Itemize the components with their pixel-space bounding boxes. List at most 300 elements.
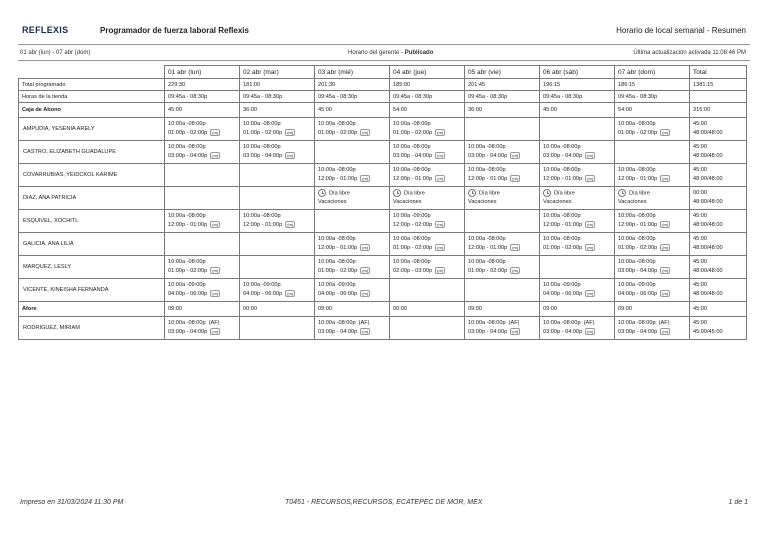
meal-tag: (m) <box>362 245 369 251</box>
meal-break-line <box>318 267 386 276</box>
printed-date: Impreso en 31/03/2024 11:30 PM <box>20 499 124 506</box>
shift-cell[interactable] <box>315 210 390 233</box>
shift-cell[interactable] <box>165 118 240 141</box>
day-header: 06 abr (sáb) <box>540 66 615 79</box>
group-row <box>19 103 747 118</box>
shift-cell[interactable] <box>390 279 465 302</box>
meal-tag: (m) <box>587 153 594 159</box>
shift-cell[interactable] <box>615 256 690 279</box>
group-name: Afore <box>19 302 165 317</box>
header-divider <box>18 44 750 45</box>
employee-name[interactable]: ESQUIVEL, XOCHITL <box>19 210 165 233</box>
summary-value: 09:45a - 08:30p <box>615 91 690 103</box>
meal-break: 03:00p - 04:00p <box>318 329 358 335</box>
meal-break: 03:00p - 04:00p <box>543 329 583 335</box>
meal-tag: (m) <box>512 329 519 335</box>
leave-type: Vacaciones <box>543 199 572 206</box>
leave-type: Vacaciones <box>393 199 422 206</box>
meal-tag: (m) <box>287 222 294 228</box>
summary-value: 181:00 <box>240 79 315 91</box>
shift-cell[interactable] <box>540 317 615 340</box>
hours-range: 48:00/48:00 <box>693 176 723 182</box>
meal-tag: (m) <box>212 130 219 136</box>
shift-time-line <box>618 258 686 267</box>
shift-time-line <box>393 212 461 221</box>
employee-name[interactable]: DIAZ, ANA PATRICIA <box>19 187 165 210</box>
hours-range: 48:00/48:00 <box>693 222 723 228</box>
leave-type: Vacaciones <box>318 199 347 206</box>
meal-tag: (m) <box>212 291 219 297</box>
hours-range: 48:00/48:00 <box>693 291 723 297</box>
day-header: 04 abr (jue) <box>390 66 465 79</box>
meal-tag: (m) <box>362 268 369 274</box>
meal-break-line <box>168 267 236 276</box>
shift-cell[interactable] <box>615 210 690 233</box>
shift-time: 10:00a -08:00p <box>318 121 356 127</box>
shift-cell[interactable] <box>540 164 615 187</box>
meal-break: 03:00p - 04:00p <box>468 153 508 159</box>
group-total: 09:00 <box>615 302 690 317</box>
employee-name[interactable]: MARQUEZ, LESLY <box>19 256 165 279</box>
day-header: 02 abr (mar) <box>240 66 315 79</box>
shift-time: 10:00a -08:00p <box>168 320 206 326</box>
shift-time: 10:00a -08:00p <box>543 213 581 219</box>
meal-tag: (m) <box>662 176 669 182</box>
shift-cell[interactable] <box>540 233 615 256</box>
shift-cell[interactable] <box>165 279 240 302</box>
group-total: 45:00 <box>690 302 747 317</box>
meal-break: 12:00p - 01:00p <box>543 222 583 228</box>
shift-time-line <box>168 212 236 221</box>
shift-time-line <box>243 281 311 290</box>
shift-time-line <box>543 319 611 328</box>
employee-name[interactable]: RODRIGUEZ, MIRIAM <box>19 317 165 340</box>
summary-value: 201:45 <box>465 79 540 91</box>
employee-row[interactable] <box>19 210 747 233</box>
hours-total: 45:00 <box>693 282 707 288</box>
employee-row[interactable] <box>19 256 747 279</box>
meal-tag: (m) <box>662 268 669 274</box>
meal-break: 01:00p - 02:00p <box>543 245 583 251</box>
shift-time: 10:00a -08:00p <box>168 144 206 150</box>
summary-row <box>19 79 747 91</box>
meal-break: 12:00p - 01:00p <box>318 245 358 251</box>
meal-break: 01:00p - 02:00p <box>393 130 433 136</box>
shift-time-line <box>318 120 386 129</box>
shift-cell[interactable] <box>165 210 240 233</box>
shift-cell[interactable] <box>540 256 615 279</box>
shift-cell[interactable] <box>615 233 690 256</box>
day-off-label: Día libre <box>629 190 650 197</box>
employee-total <box>690 141 747 164</box>
shift-cell[interactable] <box>465 141 540 164</box>
shift-time: 10:00a -08:00p <box>468 144 506 150</box>
shift-cell[interactable] <box>240 141 315 164</box>
day-off-label: Día libre <box>329 190 350 197</box>
summary-value: 185:00 <box>390 79 465 91</box>
meal-break-line <box>168 152 236 161</box>
hours-total: 45:00 <box>693 121 707 127</box>
shift-time-line <box>168 143 236 152</box>
shift-cell[interactable] <box>615 164 690 187</box>
meal-break: 04:00p - 06:00p <box>243 291 283 297</box>
summary-value: 1381:15 <box>690 79 747 91</box>
meal-break: 12:00p - 02:00p <box>393 222 433 228</box>
summary-value: 229:30 <box>165 79 240 91</box>
employee-total <box>690 118 747 141</box>
meal-break: 04:00p - 06:00p <box>543 291 583 297</box>
shift-cell[interactable] <box>390 118 465 141</box>
shift-cell[interactable] <box>240 164 315 187</box>
meal-break-line <box>393 129 461 138</box>
meal-tag: (m) <box>587 329 594 335</box>
shift-cell[interactable] <box>240 256 315 279</box>
shift-cell[interactable] <box>540 141 615 164</box>
meal-break: 01:00p - 02:00p <box>168 268 208 274</box>
shift-cell[interactable] <box>390 233 465 256</box>
meal-tag: (m) <box>287 130 294 136</box>
meal-break-line <box>318 290 386 299</box>
meal-break: 01:00p - 02:00p <box>618 245 658 251</box>
shift-cell[interactable] <box>315 279 390 302</box>
shift-time-line <box>243 120 311 129</box>
shift-cell[interactable] <box>540 279 615 302</box>
meal-break-line <box>468 328 536 337</box>
meal-tag: (m) <box>662 329 669 335</box>
manager-status: Publicado <box>404 50 434 56</box>
shift-time-line <box>393 258 461 267</box>
shift-cell[interactable] <box>315 164 390 187</box>
shift-cell[interactable] <box>165 164 240 187</box>
meal-break: 03:00p - 04:00p <box>618 329 658 335</box>
shift-time: 10:00a -08:00p <box>618 236 656 242</box>
summary-value: 09:45a - 08:30p <box>315 91 390 103</box>
meal-break: 01:00p - 02:00p <box>243 130 283 136</box>
shift-time: 10:00a -08:00p <box>543 167 581 173</box>
employee-row[interactable] <box>19 187 747 210</box>
shift-time-line <box>468 258 536 267</box>
shift-cell[interactable] <box>465 317 540 340</box>
shift-cell[interactable] <box>540 118 615 141</box>
shift-cell[interactable] <box>315 317 390 340</box>
meal-break-line <box>618 244 686 253</box>
group-total: 45:00 <box>540 103 615 118</box>
meal-tag: (m) <box>212 329 219 335</box>
shift-cell[interactable] <box>315 256 390 279</box>
manager-label: Horario del gerente - <box>348 50 404 56</box>
shift-time-line <box>468 143 536 152</box>
summary-value: 09:45a - 08:30p <box>240 91 315 103</box>
hours-total: 45:00 <box>693 167 707 173</box>
clock-icon <box>393 189 401 197</box>
shift-time: 10:00a -08:00p <box>468 320 506 326</box>
shift-time: 10:00a -09:00p <box>618 282 656 288</box>
employee-row[interactable] <box>19 164 747 187</box>
date-range: 01 abr (lun) - 07 abr (dom) <box>20 50 91 56</box>
hours-range: 45:00/45:00 <box>693 329 723 335</box>
employee-row[interactable] <box>19 233 747 256</box>
shift-cell[interactable] <box>540 187 615 210</box>
leave-type: Vacaciones <box>468 199 497 206</box>
shift-time: 10:00a -08:00p <box>168 259 206 265</box>
shift-cell[interactable] <box>465 164 540 187</box>
shift-cell[interactable] <box>315 118 390 141</box>
shift-time: 10:00a -09:00p <box>243 282 281 288</box>
shift-time: 10:00a -08:00p <box>618 259 656 265</box>
column-header-row <box>19 66 747 79</box>
shift-cell[interactable] <box>390 317 465 340</box>
shift-cell[interactable] <box>615 141 690 164</box>
clock-icon <box>318 189 326 197</box>
afore-tag: (AF) <box>508 320 520 326</box>
shift-cell[interactable] <box>315 233 390 256</box>
group-total: 09:00 <box>465 302 540 317</box>
meal-break-line <box>318 244 386 253</box>
summary-value: 186:15 <box>615 79 690 91</box>
day-off-line <box>543 189 611 198</box>
shift-time-line <box>543 235 611 244</box>
meal-break: 01:00p - 02:00p <box>318 130 358 136</box>
meal-break: 04:00p - 06:00p <box>168 291 208 297</box>
employee-total <box>690 279 747 302</box>
shift-cell[interactable] <box>615 118 690 141</box>
meal-break: 12:00p - 01:00p <box>543 176 583 182</box>
meal-tag: (m) <box>512 176 519 182</box>
shift-time: 10:00a -08:00p <box>318 320 356 326</box>
shift-cell[interactable] <box>240 187 315 210</box>
meal-tag: (m) <box>437 268 444 274</box>
employee-total <box>690 233 747 256</box>
day-header: 01 abr (lun) <box>165 66 240 79</box>
employee-row[interactable] <box>19 279 747 302</box>
shift-time-line <box>468 319 536 328</box>
shift-cell[interactable] <box>315 187 390 210</box>
employee-total <box>690 256 747 279</box>
shift-cell[interactable] <box>165 317 240 340</box>
meal-break: 12:00p - 01:00p <box>468 176 508 182</box>
shift-time: 10:00a -08:00p <box>618 167 656 173</box>
shift-time: 10:00a -08:00p <box>168 213 206 219</box>
shift-cell[interactable] <box>615 187 690 210</box>
meal-break-line <box>543 152 611 161</box>
day-header: 05 abr (vie) <box>465 66 540 79</box>
employee-name[interactable]: VICENTE, KINEISHA FERNANDA <box>19 279 165 302</box>
shift-time-line <box>318 235 386 244</box>
hours-range: 48:00/48:00 <box>693 245 723 251</box>
meal-break: 01:00p - 02:00p <box>618 130 658 136</box>
clock-icon <box>618 189 626 197</box>
meal-break-line <box>393 221 461 230</box>
summary-value: 09:45a - 08:30p <box>390 91 465 103</box>
shift-time-line <box>318 166 386 175</box>
meal-break: 01:00p - 02:00p <box>393 245 433 251</box>
shift-cell[interactable] <box>615 279 690 302</box>
shift-time: 10:00a -09:00p <box>168 282 206 288</box>
hours-total: 00:00 <box>693 190 707 196</box>
afore-tag: (AF) <box>358 320 370 326</box>
group-total: 00:00 <box>390 302 465 317</box>
shift-cell[interactable] <box>165 187 240 210</box>
shift-time: 10:00a -08:00p <box>393 121 431 127</box>
shift-cell[interactable] <box>615 317 690 340</box>
shift-time-line <box>243 143 311 152</box>
employee-name[interactable]: AMPUDIA, YESENIA ARELY <box>19 118 165 141</box>
leave-type: Vacaciones <box>618 199 647 206</box>
meal-break: 02:00p - 03:00p <box>393 268 433 274</box>
meal-break-line <box>243 152 311 161</box>
meal-break-line <box>468 152 536 161</box>
group-total: 315:00 <box>690 103 747 118</box>
meal-break-line <box>543 175 611 184</box>
shift-cell[interactable] <box>465 279 540 302</box>
shift-cell[interactable] <box>465 187 540 210</box>
shift-time-line <box>543 143 611 152</box>
day-header: 07 abr (dom) <box>615 66 690 79</box>
group-total: 45:00 <box>165 103 240 118</box>
hours-range: 48:00/48:00 <box>693 153 723 159</box>
summary-value: 09:45a - 08:30p <box>165 91 240 103</box>
shift-cell[interactable] <box>465 256 540 279</box>
meal-tag: (m) <box>212 268 219 274</box>
shift-time: 10:00a -08:00p <box>318 259 356 265</box>
employee-name[interactable]: COVARRUBIAS, YEIDCKOL KARIME <box>19 164 165 187</box>
employee-name[interactable]: CASTRO, ELIZABETH GUADALUPE <box>19 141 165 164</box>
employee-row[interactable] <box>19 141 747 164</box>
shift-time: 10:00a -08:00p <box>243 213 281 219</box>
hours-range: 48:00/48:00 <box>693 130 723 136</box>
meal-break-line <box>543 290 611 299</box>
shift-time-line <box>393 235 461 244</box>
clock-icon <box>468 189 476 197</box>
shift-time-line <box>393 143 461 152</box>
meal-tag: (m) <box>287 153 294 159</box>
shift-cell[interactable] <box>390 256 465 279</box>
meal-tag: (m) <box>512 153 519 159</box>
shift-cell[interactable] <box>390 141 465 164</box>
shift-time-line <box>243 212 311 221</box>
meal-break-line <box>468 175 536 184</box>
meal-break-line <box>168 129 236 138</box>
meal-break: 12:00p - 01:00p <box>318 176 358 182</box>
summary-value: 201:30 <box>315 79 390 91</box>
shift-time: 10:00a -08:00p <box>468 236 506 242</box>
app-title: Programador de fuerza laboral Reflexis <box>100 26 249 35</box>
meal-tag: (m) <box>662 291 669 297</box>
day-off-label: Día libre <box>479 190 500 197</box>
meal-break-line <box>618 129 686 138</box>
shift-cell[interactable] <box>315 141 390 164</box>
shift-time: 10:00a -09:00p <box>543 282 581 288</box>
afore-tag: (AF) <box>583 320 595 326</box>
meal-break-line <box>393 152 461 161</box>
meal-break-line <box>618 175 686 184</box>
shift-cell[interactable] <box>240 233 315 256</box>
summary-row <box>19 91 747 103</box>
group-total: 00:00 <box>240 302 315 317</box>
meal-break: 12:00p - 01:00p <box>393 176 433 182</box>
reflexis-logo: REFLEXIS <box>22 25 69 35</box>
meal-break-line <box>393 175 461 184</box>
shift-cell[interactable] <box>540 210 615 233</box>
shift-time-line <box>543 166 611 175</box>
shift-cell[interactable] <box>465 233 540 256</box>
shift-time: 10:00a -08:00p <box>618 213 656 219</box>
shift-time: 10:00a -08:00p <box>168 121 206 127</box>
meal-break: 03:00p - 04:00p <box>468 329 508 335</box>
meal-break: 03:00p - 04:00p <box>243 153 283 159</box>
shift-cell[interactable] <box>240 317 315 340</box>
meal-break-line <box>168 290 236 299</box>
shift-cell[interactable] <box>465 118 540 141</box>
shift-cell[interactable] <box>240 279 315 302</box>
shift-cell[interactable] <box>390 164 465 187</box>
day-off-label: Día libre <box>554 190 575 197</box>
shift-time-line <box>318 319 386 328</box>
group-total: 09:00 <box>165 302 240 317</box>
shift-time: 10:00a -08:00p <box>543 320 581 326</box>
meal-break: 03:00p - 04:00p <box>168 329 208 335</box>
day-off-label: Día libre <box>404 190 425 197</box>
shift-time: 10:00a -08:00p <box>543 236 581 242</box>
shift-time: 10:00a -08:00p <box>318 236 356 242</box>
shift-time: 10:00a -08:00p <box>468 167 506 173</box>
employee-name[interactable]: GALICIA, ANA LILIA <box>19 233 165 256</box>
meal-break-line <box>543 221 611 230</box>
meal-break: 01:00p - 02:00p <box>468 268 508 274</box>
meal-tag: (m) <box>362 329 369 335</box>
meal-break: 01:00p - 02:00p <box>318 268 358 274</box>
group-total: 36:00 <box>465 103 540 118</box>
day-off-line <box>318 189 386 198</box>
shift-time: 10:00a -08:00p <box>318 167 356 173</box>
shift-cell[interactable] <box>165 141 240 164</box>
shift-cell[interactable] <box>465 210 540 233</box>
meal-break-line <box>168 328 236 337</box>
day-off-line <box>618 189 686 198</box>
manager-schedule-status <box>348 50 433 56</box>
meal-break-line <box>318 175 386 184</box>
employee-row[interactable] <box>19 317 747 340</box>
shift-time: 10:00a -08:00p <box>618 121 656 127</box>
hours-total: 45:00 <box>693 320 707 326</box>
meal-break: 03:00p - 04:00p <box>393 153 433 159</box>
shift-cell[interactable] <box>165 256 240 279</box>
meal-break-line <box>618 267 686 276</box>
shift-time-line <box>468 166 536 175</box>
employee-total <box>690 164 747 187</box>
shift-cell[interactable] <box>165 233 240 256</box>
meal-break: 12:00p - 01:00p <box>618 176 658 182</box>
shift-cell[interactable] <box>390 187 465 210</box>
group-total: 45:00 <box>315 103 390 118</box>
meal-tag: (m) <box>662 130 669 136</box>
shift-cell[interactable] <box>240 118 315 141</box>
group-total: 54:00 <box>390 103 465 118</box>
shift-cell[interactable] <box>240 210 315 233</box>
meal-tag: (m) <box>437 130 444 136</box>
meal-break-line <box>168 221 236 230</box>
meal-break: 12:00p - 01:00p <box>243 222 283 228</box>
employee-row[interactable] <box>19 118 747 141</box>
day-header: 03 abr (mié) <box>315 66 390 79</box>
summary-value: 09:45a - 08:30p <box>540 91 615 103</box>
shift-cell[interactable] <box>390 210 465 233</box>
meal-break-line <box>393 267 461 276</box>
meal-break: 03:00p - 04:00p <box>168 153 208 159</box>
hours-total: 45:00 <box>693 144 707 150</box>
meal-break-line <box>243 129 311 138</box>
group-name: Caja de Abono <box>19 103 165 118</box>
